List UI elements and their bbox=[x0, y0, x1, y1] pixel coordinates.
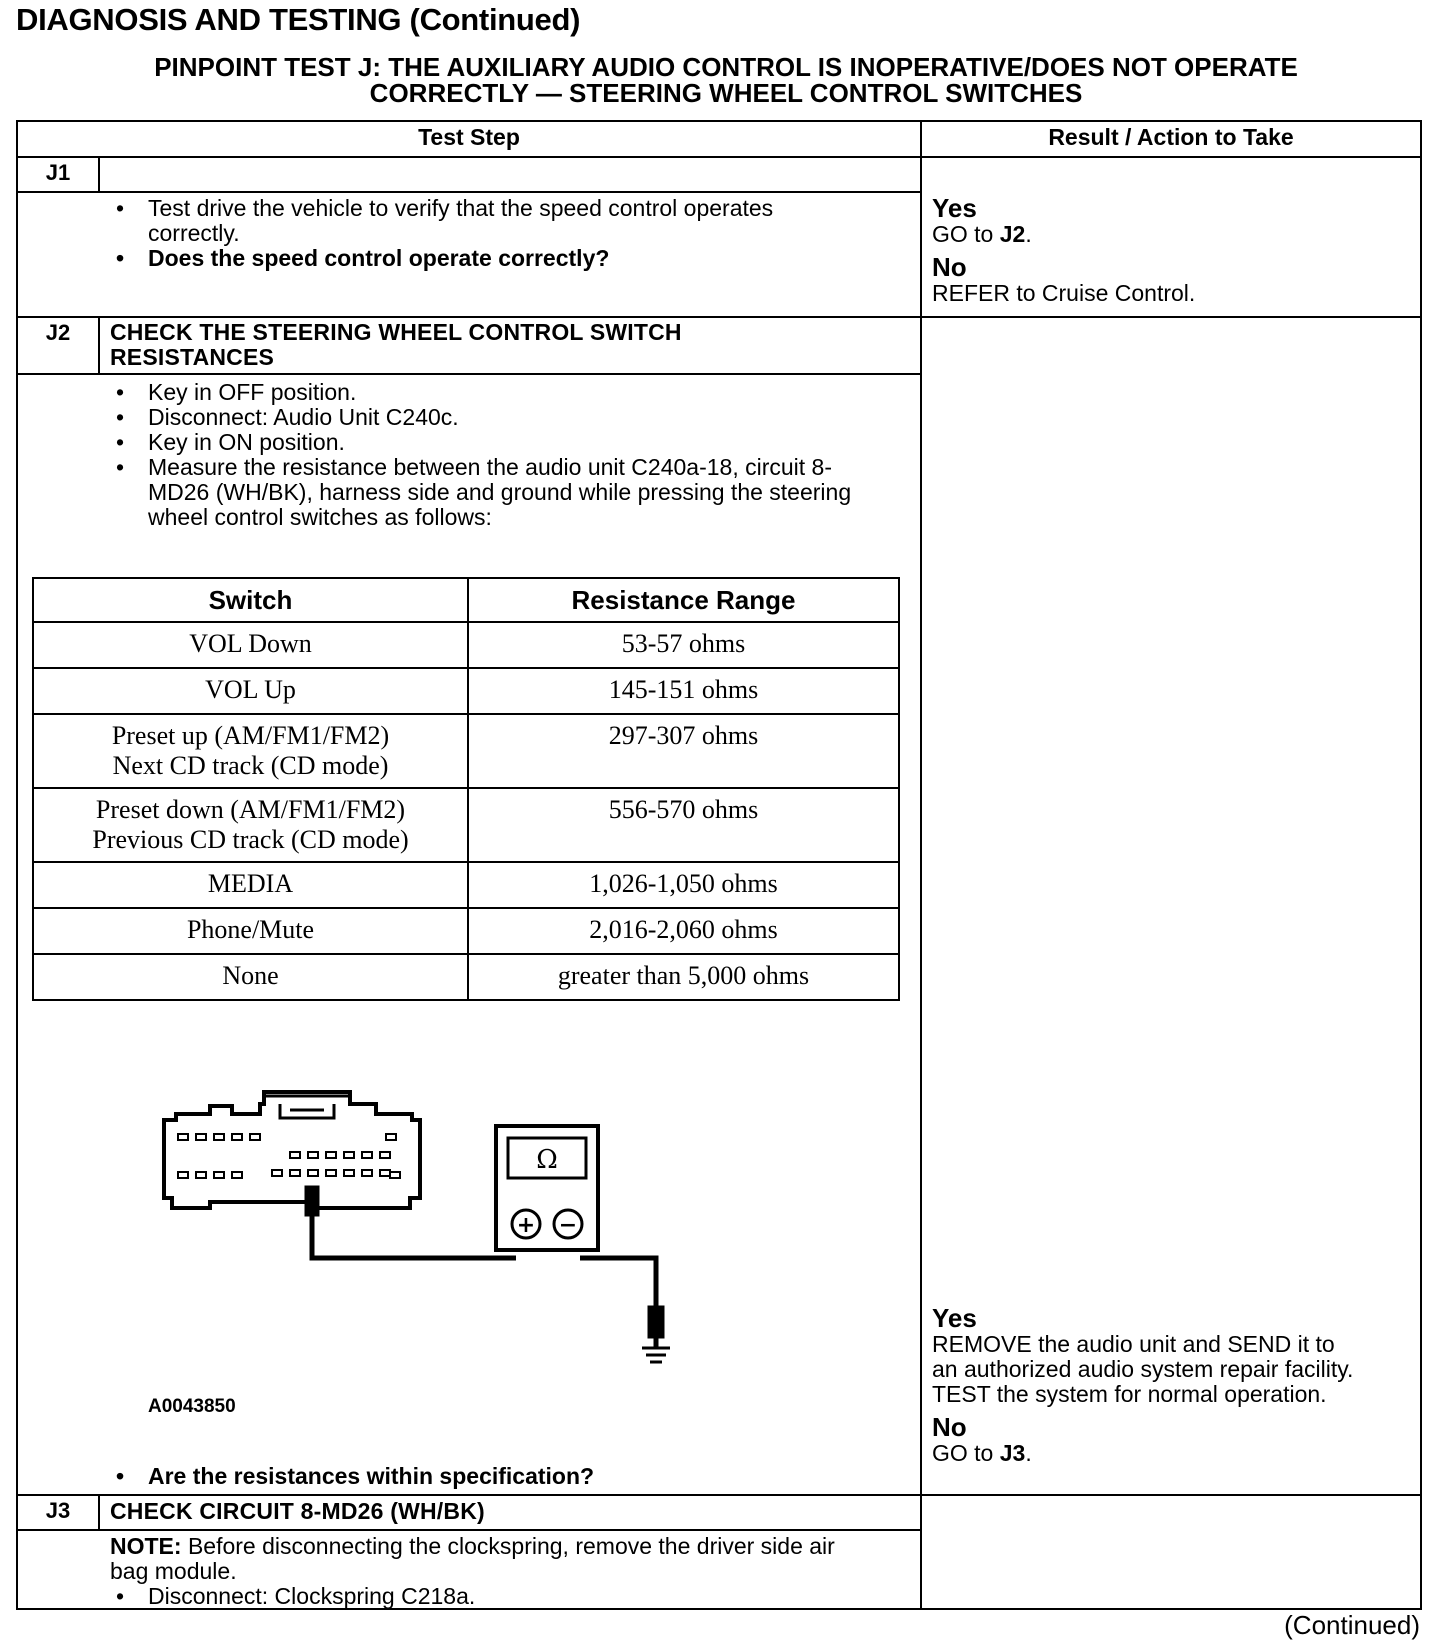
j1-yes-label: Yes bbox=[932, 193, 977, 223]
ohm-symbol: Ω bbox=[536, 1145, 558, 1175]
table-row bbox=[33, 622, 899, 668]
test-title-line-2: CORRECTLY — STEERING WHEEL CONTROL SWITCHES bbox=[369, 78, 1083, 108]
column-divider bbox=[920, 122, 922, 1608]
switch-cell: MEDIA bbox=[33, 862, 468, 908]
j2-yes-line: an authorized audio system repair facility. bbox=[932, 1356, 1354, 1382]
continued-footer: (Continued) bbox=[1284, 1610, 1420, 1640]
step-id-j1: J1 bbox=[45, 160, 71, 185]
j2-no-label: No bbox=[932, 1412, 967, 1442]
note-text: Before disconnecting the clockspring, remove the driver side air bag module. bbox=[110, 1533, 835, 1584]
range-cell: 2,016-2,060 ohms bbox=[468, 908, 899, 954]
range-cell: 297-307 ohms bbox=[468, 714, 899, 788]
test-leads bbox=[307, 1188, 662, 1348]
pinpoint-test-title bbox=[16, 54, 1436, 106]
j1-title-divider bbox=[18, 191, 920, 193]
j2-yes-label: Yes bbox=[932, 1303, 977, 1333]
link-j3[interactable]: J3 bbox=[999, 1440, 1026, 1466]
range-cell: 145-151 ohms bbox=[468, 668, 899, 714]
table-row bbox=[33, 668, 899, 714]
step-id-j2: J2 bbox=[45, 320, 71, 345]
j2-yes-action bbox=[932, 1332, 1353, 1407]
range-cell: 556-570 ohms bbox=[468, 788, 899, 862]
page-title: DIAGNOSIS AND TESTING (Continued) bbox=[16, 2, 581, 37]
switch-cell bbox=[33, 714, 468, 788]
table-row bbox=[33, 954, 899, 1000]
switch-cell: Phone/Mute bbox=[33, 908, 468, 954]
j1-no-action: REFER to Cruise Control. bbox=[932, 280, 1196, 306]
j2-title-line-1: CHECK THE STEERING WHEEL CONTROL SWITCH bbox=[110, 319, 682, 345]
switch-line: Next CD track (CD mode) bbox=[112, 751, 389, 780]
header-divider bbox=[18, 156, 1420, 158]
list-item: • Measure the resistance between the audio unit C240a-18, circuit 8-MD26 (WH/BK), harness side and ground while pressing the steering wheel control switches as follows: bbox=[110, 455, 890, 530]
j2-title-line-2: RESISTANCES bbox=[110, 344, 275, 370]
header-result: Result / Action to Take bbox=[1048, 124, 1294, 150]
list-item: • Disconnect: Clockspring C218a. bbox=[110, 1584, 870, 1609]
j2-step-title bbox=[110, 320, 900, 370]
j2-result bbox=[932, 1304, 1353, 1466]
j3-note bbox=[110, 1534, 870, 1584]
minus-sign: − bbox=[558, 1213, 578, 1238]
list-item: • Does the speed control operate correctly? bbox=[110, 246, 870, 271]
j3-step-title: CHECK CIRCUIT 8-MD26 (WH/BK) bbox=[110, 1498, 485, 1524]
j2-no-action: GO to J3. bbox=[932, 1440, 1032, 1466]
step-id-divider-j2 bbox=[98, 316, 100, 374]
switch-cell: None bbox=[33, 954, 468, 1000]
step-id-divider-j1 bbox=[98, 156, 100, 192]
spec-header-switch: Switch bbox=[33, 578, 468, 622]
ground-symbol bbox=[642, 1348, 670, 1362]
step-id-divider-j3 bbox=[98, 1494, 100, 1530]
j2-bottom-divider bbox=[18, 1494, 1420, 1496]
table-row bbox=[33, 862, 899, 908]
range-cell: 53-57 ohms bbox=[468, 622, 899, 668]
j2-instructions bbox=[110, 380, 890, 530]
list-item: • Key in ON position. bbox=[110, 430, 890, 455]
link-j2[interactable]: J2 bbox=[999, 221, 1026, 247]
connector-c240a-illustration bbox=[164, 1092, 420, 1208]
list-item: • Disconnect: Audio Unit C240c. bbox=[110, 405, 890, 430]
range-cell: greater than 5,000 ohms bbox=[468, 954, 899, 1000]
j1-bottom-divider bbox=[18, 316, 1420, 318]
list-item: • Test drive the vehicle to verify that the speed control operates correctly. bbox=[110, 196, 870, 246]
test-title-line-1: PINPOINT TEST J: THE AUXILIARY AUDIO CONTROL IS INOPERATIVE/DOES NOT OPERATE bbox=[154, 52, 1298, 82]
j1-no-label: No bbox=[932, 252, 967, 282]
figure-id: A0043850 bbox=[148, 1396, 236, 1417]
j1-instructions bbox=[110, 196, 870, 271]
header-test-step: Test Step bbox=[418, 124, 520, 150]
switch-line: Preset up (AM/FM1/FM2) bbox=[111, 721, 390, 750]
step-id-j3: J3 bbox=[45, 1498, 71, 1523]
j2-yes-line: TEST the system for normal operation. bbox=[932, 1381, 1327, 1407]
j1-result bbox=[932, 194, 1195, 306]
switch-line: Previous CD track (CD mode) bbox=[92, 825, 409, 854]
j1-yes-action: GO to J2. bbox=[932, 221, 1032, 247]
switch-line: Preset down (AM/FM1/FM2) bbox=[95, 795, 406, 824]
j3-instructions bbox=[110, 1584, 870, 1609]
range-cell: 1,026-1,050 ohms bbox=[468, 862, 899, 908]
j2-question bbox=[110, 1464, 890, 1489]
list-item: • Are the resistances within specification? bbox=[110, 1464, 890, 1489]
j3-title-divider bbox=[18, 1529, 920, 1531]
resistance-measurement-diagram bbox=[150, 1080, 710, 1380]
plus-sign: + bbox=[516, 1213, 536, 1238]
j2-yes-line: REMOVE the audio unit and SEND it to bbox=[932, 1331, 1335, 1357]
table-row bbox=[33, 908, 899, 954]
switch-cell: VOL Down bbox=[33, 622, 468, 668]
switch-cell: VOL Up bbox=[33, 668, 468, 714]
table-row bbox=[33, 714, 899, 788]
j2-title-divider bbox=[18, 373, 920, 375]
switch-cell bbox=[33, 788, 468, 862]
list-item: • Key in OFF position. bbox=[110, 380, 890, 405]
note-label: NOTE: bbox=[110, 1533, 182, 1559]
table-row bbox=[33, 788, 899, 862]
resistance-spec-table bbox=[32, 577, 900, 1001]
ohmmeter-illustration bbox=[496, 1126, 598, 1250]
spec-header-range: Resistance Range bbox=[468, 578, 899, 622]
